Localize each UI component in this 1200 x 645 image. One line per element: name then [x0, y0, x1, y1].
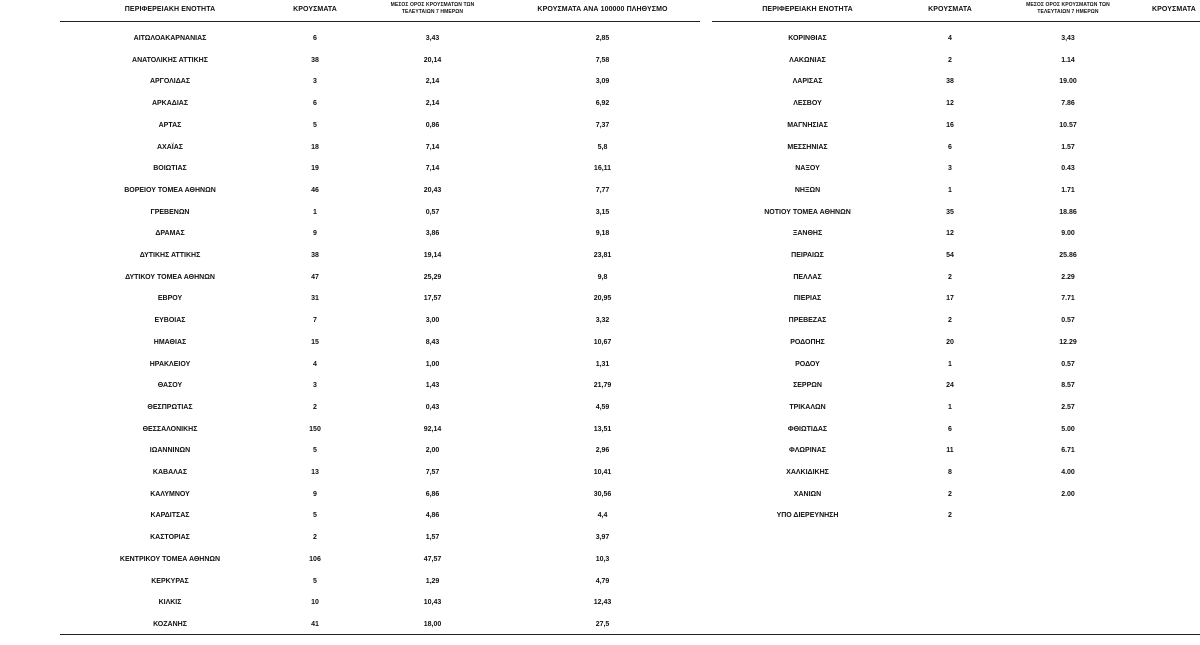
left-cases-cell: 13	[311, 469, 319, 476]
left-per100k-cell: 3,32	[595, 317, 610, 325]
right-avg7-cell: 0.43	[1061, 165, 1075, 173]
left-cases-cell: 46	[311, 186, 319, 194]
left-per100k-cell: 7,58	[595, 56, 610, 64]
left-avg7-cell: 25,29	[423, 273, 442, 281]
right-cases-cell: 11	[946, 447, 954, 455]
left-cases-cell: 3	[313, 382, 317, 390]
left-cases-cell: 7	[313, 317, 317, 325]
left-cases-cell: 6	[313, 100, 317, 108]
right-table-row	[0, 223, 1200, 244]
left-cases-cell: 3	[313, 78, 317, 86]
left-region-cell: ΔΥΤΙΚΗΣ ΑΤΤΙΚΗΣ	[139, 252, 201, 259]
right-avg7-cell: 7.86	[1061, 100, 1075, 108]
right-table-row	[0, 288, 1200, 309]
right-avg7-cell: 6.71	[1061, 447, 1075, 455]
left-cases-cell: 2	[313, 534, 317, 542]
right-table-row	[0, 332, 1200, 353]
right-cases-cell: 2	[948, 512, 952, 520]
right-table-row	[0, 202, 1200, 223]
right-region-cell: ΡΟΔΟΥ	[795, 360, 820, 368]
left-avg7-cell: 2,14	[425, 78, 440, 86]
right-region-cell: ΦΛΩΡΙΝΑΣ	[789, 447, 826, 455]
right-region-cell: ΝΗΞΩΝ	[794, 186, 821, 194]
left-per100k-cell: 21,79	[593, 382, 612, 390]
left-avg7-cell: 3,43	[425, 35, 440, 42]
right-avg7-cell: 19.00	[1059, 78, 1077, 86]
left-region-cell: ΚΕΡΚΥΡΑΣ	[151, 577, 189, 585]
right-table-row	[0, 137, 1200, 158]
right-cases-cell: 35	[946, 208, 954, 216]
left-per100k-cell: 2,96	[595, 447, 610, 455]
left-per100k-cell: 9,18	[595, 230, 610, 238]
left-region-cell: ΕΥΒΟΙΑΣ	[154, 317, 186, 325]
right-avg7-cell: 0.57	[1061, 317, 1075, 325]
right-region-cell: ΛΕΣΒΟΥ	[793, 100, 822, 108]
right-cases-cell: 2	[948, 317, 952, 325]
right-cases-cell: 3	[948, 165, 952, 173]
right-region-cell: ΠΙΕΡΙΑΣ	[793, 295, 822, 303]
left-cases-cell: 18	[311, 143, 319, 151]
left-per100k-cell: 20,95	[593, 295, 612, 303]
left-cases-cell: 15	[311, 338, 319, 346]
left-header-avg7	[370, 2, 495, 16]
left-per100k-cell: 1,31	[595, 360, 610, 368]
left-avg7-cell: 20,14	[423, 56, 442, 64]
left-avg7-cell: 17,57	[423, 295, 442, 303]
left-region-cell: ΑΙΤΩΛΟΑΚΑΡΝΑΝΙΑΣ	[133, 35, 207, 42]
right-region-cell: ΠΕΛΛΑΣ	[793, 273, 822, 281]
right-region-cell: ΛΑΡΙΣΑΣ	[792, 78, 823, 86]
left-per100k-cell: 4,4	[597, 512, 608, 520]
left-header-per100k: ΚΡΟΥΣΜΑΤΑ ΑΝΑ 100000 ΠΛΗΘΥΣΜΟ	[537, 6, 668, 13]
right-region-cell: ΧΑΝΙΩΝ	[793, 490, 822, 498]
right-avg7-cell: 0.57	[1061, 360, 1075, 368]
left-per100k-cell: 6,92	[595, 100, 610, 108]
right-table-row	[0, 440, 1200, 461]
left-avg7-cell: 47,57	[423, 555, 442, 563]
right-cases-cell: 8	[948, 469, 952, 476]
left-region-cell: ΚΑΣΤΟΡΙΑΣ	[150, 534, 190, 542]
left-header-avg7-line1: ΜΕΣΟΣ ΟΡΟΣ ΚΡΟΥΣΜΑΤΩΝ ΤΩΝ	[390, 2, 475, 8]
right-avg7-cell: 8.57	[1061, 382, 1075, 390]
left-avg7-cell: 3,86	[425, 230, 440, 238]
left-region-cell: ΗΡΑΚΛΕΙΟΥ	[149, 360, 191, 368]
right-region-cell: ΜΕΣΣΗΝΙΑΣ	[787, 143, 828, 151]
left-avg7-cell: 10,43	[423, 599, 442, 607]
right-avg7-cell: 2.57	[1061, 403, 1075, 411]
right-table-row	[0, 93, 1200, 114]
left-per100k-cell: 27,5	[595, 620, 610, 628]
left-avg7-cell: 0,86	[425, 121, 440, 129]
right-cases-cell: 20	[946, 338, 954, 346]
left-avg7-cell: 2,14	[425, 100, 440, 108]
right-cases-cell: 17	[946, 295, 954, 303]
right-table-row	[0, 354, 1200, 375]
left-region-cell: ΙΩΑΝΝΙΝΩΝ	[149, 447, 191, 455]
left-region-cell: ΔΡΑΜΑΣ	[155, 230, 185, 238]
left-cases-cell: 38	[311, 252, 319, 259]
left-avg7-cell: 1,29	[425, 577, 440, 585]
right-header-rule	[712, 21, 1200, 22]
left-table-row	[0, 592, 1200, 613]
left-table-row	[0, 527, 1200, 548]
right-cases-cell: 12	[946, 100, 954, 108]
right-region-cell: ΝΑΞΟΥ	[795, 165, 820, 173]
right-region-cell: ΣΕΡΡΩΝ	[793, 382, 822, 390]
left-cases-cell: 9	[313, 230, 317, 238]
left-region-cell: ΒΟΙΩΤΙΑΣ	[153, 165, 187, 173]
left-avg7-cell: 2,00	[425, 447, 440, 455]
right-avg7-cell: 4.00	[1061, 469, 1075, 476]
right-avg7-cell: 1.71	[1061, 186, 1075, 194]
right-cases-cell: 12	[946, 230, 954, 238]
right-avg7-cell: 12.29	[1059, 338, 1077, 346]
right-region-cell: ΠΕΙΡΑΙΩΣ	[791, 252, 824, 259]
right-table-row	[0, 375, 1200, 396]
left-per100k-cell: 30,56	[593, 490, 612, 498]
left-avg7-cell: 7,14	[425, 165, 440, 173]
right-table-row	[0, 419, 1200, 440]
right-region-cell: ΧΑΛΚΙΔΙΚΗΣ	[786, 469, 829, 476]
left-per100k-cell: 10,67	[593, 338, 612, 346]
left-cases-cell: 6	[313, 35, 317, 42]
right-region-cell: ΜΑΓΝΗΣΙΑΣ	[787, 121, 828, 129]
left-table-row	[0, 549, 1200, 570]
left-header-rule	[60, 21, 700, 22]
left-table-row	[0, 614, 1200, 635]
left-avg7-cell: 92,14	[423, 425, 442, 433]
left-region-cell: ΚΑΡΔΙΤΣΑΣ	[150, 512, 190, 520]
left-region-cell: ΚΙΛΚΙΣ	[158, 599, 182, 607]
left-region-cell: ΚΑΒΑΛΑΣ	[152, 469, 188, 476]
left-avg7-cell: 0,43	[425, 403, 440, 411]
left-region-cell: ΕΒΡΟΥ	[157, 295, 183, 303]
left-avg7-cell: 4,86	[425, 512, 440, 520]
right-cases-cell: 6	[948, 143, 952, 151]
left-cases-cell: 106	[309, 555, 321, 563]
right-avg7-cell: 7.71	[1061, 295, 1075, 303]
left-per100k-cell: 3,09	[595, 78, 610, 86]
right-table-row	[0, 180, 1200, 201]
left-cases-cell: 38	[311, 56, 319, 64]
right-cases-cell: 38	[946, 78, 954, 86]
left-region-cell: ΑΝΑΤΟΛΙΚΗΣ ΑΤΤΙΚΗΣ	[132, 56, 208, 64]
left-region-cell: ΚΕΝΤΡΙΚΟΥ ΤΟΜΕΑ ΑΘΗΝΩΝ	[119, 555, 221, 563]
left-per100k-cell: 3,97	[595, 534, 610, 542]
right-table-row	[0, 50, 1200, 71]
right-avg7-cell: 18.86	[1059, 208, 1077, 216]
left-per100k-cell: 4,79	[595, 577, 610, 585]
left-header-region: ΠΕΡΙΦΕΡΕΙΑΚΗ ΕΝΟΤΗΤΑ	[124, 6, 216, 13]
right-cases-cell: 54	[946, 252, 954, 259]
left-region-cell: ΚΑΛΥΜΝΟΥ	[150, 490, 190, 498]
left-header-avg7-line2: ΤΕΛΕΥΤΑΙΩΝ 7 ΗΜΕΡΩΝ	[401, 9, 464, 15]
left-cases-cell: 47	[311, 273, 319, 281]
right-table-row	[0, 484, 1200, 505]
right-region-cell: ΡΟΔΟΠΗΣ	[790, 338, 825, 346]
right-avg7-cell: 10.57	[1059, 121, 1077, 129]
right-region-cell: ΠΡΕΒΕΖΑΣ	[788, 317, 827, 325]
right-cases-cell: 6	[948, 425, 952, 433]
left-region-cell: ΔΥΤΙΚΟΥ ΤΟΜΕΑ ΑΘΗΝΩΝ	[125, 273, 215, 281]
right-table-row	[0, 310, 1200, 331]
right-table-row	[0, 505, 1200, 526]
left-per100k-cell: 13,51	[593, 425, 612, 433]
left-cases-cell: 31	[311, 295, 319, 303]
right-cases-cell: 2	[948, 490, 952, 498]
left-cases-cell: 19	[311, 165, 319, 173]
left-cases-cell: 41	[311, 620, 319, 628]
right-avg7-cell: 2.29	[1061, 273, 1075, 281]
right-header-avg7-line2: ΤΕΛΕΥΤΑΙΩΝ 7 ΗΜΕΡΩΝ	[1037, 9, 1099, 15]
right-header-region: ΠΕΡΙΦΕΡΕΙΑΚΗ ΕΝΟΤΗΤΑ	[762, 6, 853, 13]
right-table-row	[0, 28, 1200, 49]
right-avg7-cell: 25.86	[1059, 252, 1077, 259]
right-region-cell: ΥΠΟ ΔΙΕΡΕΥΝΗΣΗ	[776, 512, 839, 520]
right-table-row	[0, 158, 1200, 179]
right-header-cases: ΚΡΟΥΣΜΑΤΑ	[928, 6, 972, 13]
left-per100k-cell: 12,43	[593, 599, 612, 607]
left-region-cell: ΓΡΕΒΕΝΩΝ	[150, 208, 190, 216]
right-avg7-cell: 1.57	[1061, 143, 1075, 151]
right-table-row	[0, 397, 1200, 418]
left-cases-cell: 5	[313, 121, 317, 129]
left-per100k-cell: 7,77	[595, 186, 610, 194]
right-cases-cell: 4	[948, 35, 952, 42]
right-avg7-cell: 9.00	[1061, 230, 1075, 238]
right-header-avg7-line1: ΜΕΣΟΣ ΟΡΟΣ ΚΡΟΥΣΜΑΤΩΝ ΤΩΝ	[1026, 2, 1110, 8]
left-avg7-cell: 8,43	[425, 338, 440, 346]
right-cases-cell: 1	[948, 186, 952, 194]
left-region-cell: ΑΡΓΟΛΙΔΑΣ	[149, 78, 191, 86]
left-cases-cell: 150	[309, 425, 321, 433]
left-avg7-cell: 3,00	[425, 317, 440, 325]
right-cases-cell: 16	[946, 121, 954, 129]
right-region-cell: ΞΑΝΘΗΣ	[792, 230, 823, 238]
left-per100k-cell: 4,59	[595, 403, 610, 411]
right-avg7-cell: 3,43	[1061, 35, 1075, 42]
left-region-cell: ΘΕΣΣΑΛΟΝΙΚΗΣ	[142, 425, 198, 433]
right-avg7-cell: 2.00	[1061, 490, 1075, 498]
left-avg7-cell: 1,43	[425, 382, 440, 390]
left-avg7-cell: 20,43	[423, 186, 442, 194]
right-avg7-cell: 1.14	[1061, 56, 1075, 64]
left-region-cell: ΗΜΑΘΙΑΣ	[153, 338, 187, 346]
right-region-cell: ΦΘΙΩΤΙΔΑΣ	[787, 425, 828, 433]
left-per100k-cell: 9,8	[597, 273, 608, 281]
right-cases-cell: 1	[948, 403, 952, 411]
left-avg7-cell: 6,86	[425, 490, 440, 498]
right-region-cell: ΝΟΤΙΟΥ ΤΟΜΕΑ ΑΘΗΝΩΝ	[764, 208, 851, 216]
left-avg7-cell: 18,00	[423, 620, 442, 628]
left-region-cell: ΘΑΣΟΥ	[157, 382, 183, 390]
left-cases-cell: 1	[313, 208, 317, 216]
right-table-row	[0, 462, 1200, 483]
table-bottom-rule	[60, 634, 1200, 635]
left-region-cell: ΒΟΡΕΙΟΥ ΤΟΜΕΑ ΑΘΗΝΩΝ	[124, 186, 216, 194]
right-region-cell: ΚΟΡΙΝΘΙΑΣ	[788, 35, 827, 42]
left-avg7-cell: 19,14	[423, 252, 442, 259]
left-header-cases: ΚΡΟΥΣΜΑΤΑ	[293, 6, 337, 13]
right-cases-cell: 2	[948, 273, 952, 281]
right-cases-cell: 2	[948, 56, 952, 64]
left-per100k-cell: 5,8	[597, 143, 608, 151]
left-avg7-cell: 1,00	[425, 360, 440, 368]
left-cases-cell: 4	[313, 360, 317, 368]
left-per100k-cell: 10,3	[595, 555, 610, 563]
left-cases-cell: 2	[313, 403, 317, 411]
right-table-row	[0, 71, 1200, 92]
right-table-row	[0, 267, 1200, 288]
left-region-cell: ΘΕΣΠΡΩΤΙΑΣ	[147, 403, 193, 411]
left-per100k-cell: 10,41	[593, 469, 612, 476]
right-region-cell: ΤΡΙΚΑΛΩΝ	[789, 403, 826, 411]
right-cases-cell: 1	[948, 360, 952, 368]
left-cases-cell: 5	[313, 447, 317, 455]
right-header-cases-cut: ΚΡΟΥΣΜΑΤΑ	[1152, 6, 1196, 13]
left-per100k-cell: 16,11	[593, 165, 612, 173]
right-region-cell: ΛΑΚΩΝΙΑΣ	[789, 56, 826, 64]
left-per100k-cell: 2,85	[595, 35, 610, 42]
left-avg7-cell: 7,14	[425, 143, 440, 151]
right-header-avg7	[1008, 2, 1128, 16]
left-cases-cell: 5	[313, 577, 317, 585]
left-avg7-cell: 0,57	[425, 208, 440, 216]
left-table-row	[0, 571, 1200, 592]
left-region-cell: ΑΧΑΪΑΣ	[157, 143, 183, 151]
left-per100k-cell: 3,15	[595, 208, 610, 216]
left-cases-cell: 9	[313, 490, 317, 498]
left-cases-cell: 10	[311, 599, 319, 607]
left-region-cell: ΑΡΚΑΔΙΑΣ	[151, 100, 189, 108]
right-table-row	[0, 115, 1200, 136]
left-region-cell: ΑΡΤΑΣ	[158, 121, 182, 129]
right-avg7-cell: 5.00	[1061, 425, 1075, 433]
right-table-row	[0, 245, 1200, 266]
left-cases-cell: 5	[313, 512, 317, 520]
left-region-cell: ΚΟΖΑΝΗΣ	[153, 620, 187, 628]
left-per100k-cell: 7,37	[595, 121, 610, 129]
left-avg7-cell: 1,57	[425, 534, 440, 542]
right-cases-cell: 24	[946, 382, 954, 390]
left-avg7-cell: 7,57	[425, 469, 440, 476]
left-per100k-cell: 23,81	[593, 252, 612, 259]
